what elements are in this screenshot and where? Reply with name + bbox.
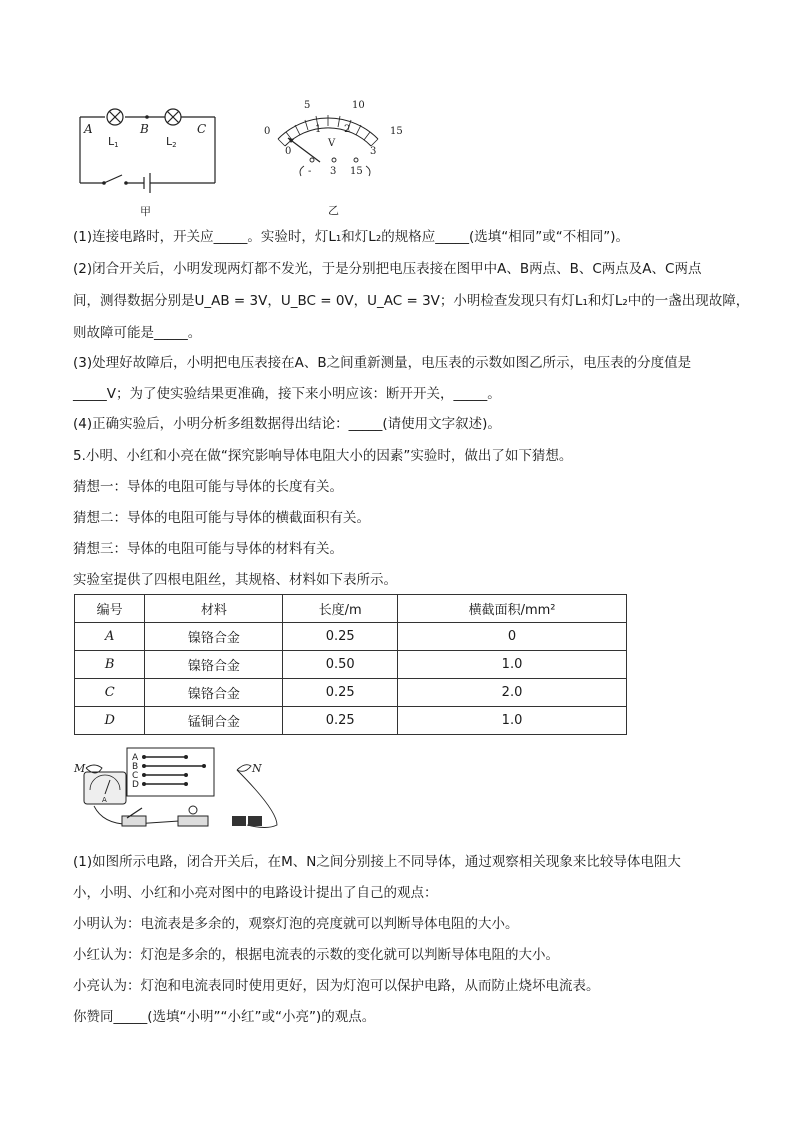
terminal-15: 15 [350,166,363,177]
scale-top-0: 0 [264,126,271,137]
wire-label-b: B [132,762,139,772]
table-cell: B [75,651,145,679]
terminal-minus: - [308,166,312,177]
q5-guess1: 猜想一：导体的电阻可能与导体的长度有关。 [73,479,343,495]
table-cell: 1.0 [398,651,627,679]
q4-part3-line1: (3)处理好故障后，小明把电压表接在A、B之间重新测量，电压表的示数如图乙所示，电压表的分度值是 [73,355,692,371]
resistance-wire-table [74,594,627,735]
q4-part1: (1)连接电路时，开关应_____。实验时，灯L₁和灯L₂的规格应_____(选填“相同”或“不相同”)。 [73,229,629,245]
table-cell: 2.0 [398,679,627,707]
table-cell: 0.25 [283,623,398,651]
table-cell: C [75,679,145,707]
wire-label-a: A [132,753,139,763]
lamp-l1-label: L1 [108,135,119,149]
lamp-l2-icon [165,109,181,125]
table-header-row [75,595,627,623]
table-header: 材料 [145,595,283,623]
scale-bottom-2: 2 [344,124,351,135]
figure-caption-jia: 甲 [140,205,151,218]
table-cell: A [75,623,145,651]
scale-top-5: 5 [304,100,311,111]
circuit-diagram-jia [70,95,230,220]
table-row [75,707,627,735]
battery-icon [232,816,262,826]
scale-top-10: 10 [352,100,365,111]
xiaohong-view: 小红认为：灯泡是多余的，根据电流表的示数的变化就可以判断导体电阻的大小。 [73,947,559,963]
switch-icon [122,808,146,826]
terminal-m-label: M [74,762,86,775]
xiaoliang-view: 小亮认为：灯泡和电流表同时使用更好，因为灯泡可以保护电路，从而防止烧坏电流表。 [73,978,600,994]
table-row [75,651,627,679]
q5-guess3: 猜想三：导体的电阻可能与导体的材料有关。 [73,541,343,557]
agree-question: 你赞同_____(选填“小明”“小红”或“小亮”)的观点。 [73,1009,376,1025]
q4-part2-line2: 间，测得数据分别是U_AB = 3V，U_BC = 0V，U_AC = 3V；小明检查发现只有灯L₁和灯L₂中的一盏出现故障， [73,293,750,309]
table-row [75,623,627,651]
table-header: 编号 [75,595,145,623]
table-header: 横截面积/mm² [398,595,627,623]
table-cell: D [75,707,145,735]
lamp-l1-icon [107,109,123,125]
scale-bottom-1: 1 [315,124,322,135]
table-cell: 锰铜合金 [145,707,283,735]
lamp-icon [178,806,208,826]
terminal-3: 3 [330,166,337,177]
table-cell: 镍铬合金 [145,623,283,651]
table-header: 长度/m [283,595,398,623]
point-a-label: A [84,122,93,136]
table-cell: 镍铬合金 [145,651,283,679]
ammeter-icon [84,772,126,804]
q5-intro: 5.小明、小红和小亮在做“探究影响导体电阻大小的因素”实验时，做出了如下猜想。 [73,448,573,464]
terminal-n-label: N [252,762,262,775]
ammeter-unit: A [102,796,107,804]
scale-top-15: 15 [390,126,403,137]
table-row [75,679,627,707]
q5-part1-line2: 小，小明、小红和小亮对图中的电路设计提出了自己的观点： [73,885,438,901]
table-cell: 0.25 [283,679,398,707]
experiment-apparatus-diagram [72,746,312,836]
q4-part4: (4)正确实验后，小明分析多组数据得出结论：_____(请使用文字叙述)。 [73,416,501,432]
point-c-label: C [197,122,207,136]
wire-label-d: D [132,780,139,790]
q4-part3-line2: _____V；为了使实验结果更准确，接下来小明应该：断开开关，_____。 [73,386,501,402]
scale-bottom-0: 0 [285,146,292,157]
scale-bottom-3: 3 [370,146,377,157]
point-b-label: B [140,122,149,136]
lamp-l2-label: L2 [166,135,177,149]
q4-part2-line1: (2)闭合开关后，小明发现两灯都不发光，于是分别把电压表接在图甲中A、B两点、B、C两点及A、C两点 [73,261,702,277]
table-cell: 1.0 [398,707,627,735]
table-cell: 0 [398,623,627,651]
q5-table-intro: 实验室提供了四根电阻丝，其规格、材料如下表所示。 [73,572,397,588]
figure-caption-yi: 乙 [328,204,339,217]
voltmeter-diagram-yi [258,94,408,224]
q5-guess2: 猜想二：导体的电阻可能与导体的横截面积有关。 [73,510,370,526]
q4-part2-line3: 则故障可能是_____。 [73,325,202,341]
xiaoming-view: 小明认为：电流表是多余的，观察灯泡的亮度就可以判断导体电阻的大小。 [73,916,519,932]
meter-unit: V [328,138,336,149]
table-cell: 镍铬合金 [145,679,283,707]
meter-needle-icon [288,138,320,162]
q5-part1-line1: (1)如图所示电路，闭合开关后，在M、N之间分别接上不同导体，通过观察相关现象来比较导体电阻大 [73,854,681,870]
table-cell: 0.25 [283,707,398,735]
table-cell: 0.50 [283,651,398,679]
wire-board [127,748,214,796]
wire-label-c: C [132,771,139,781]
